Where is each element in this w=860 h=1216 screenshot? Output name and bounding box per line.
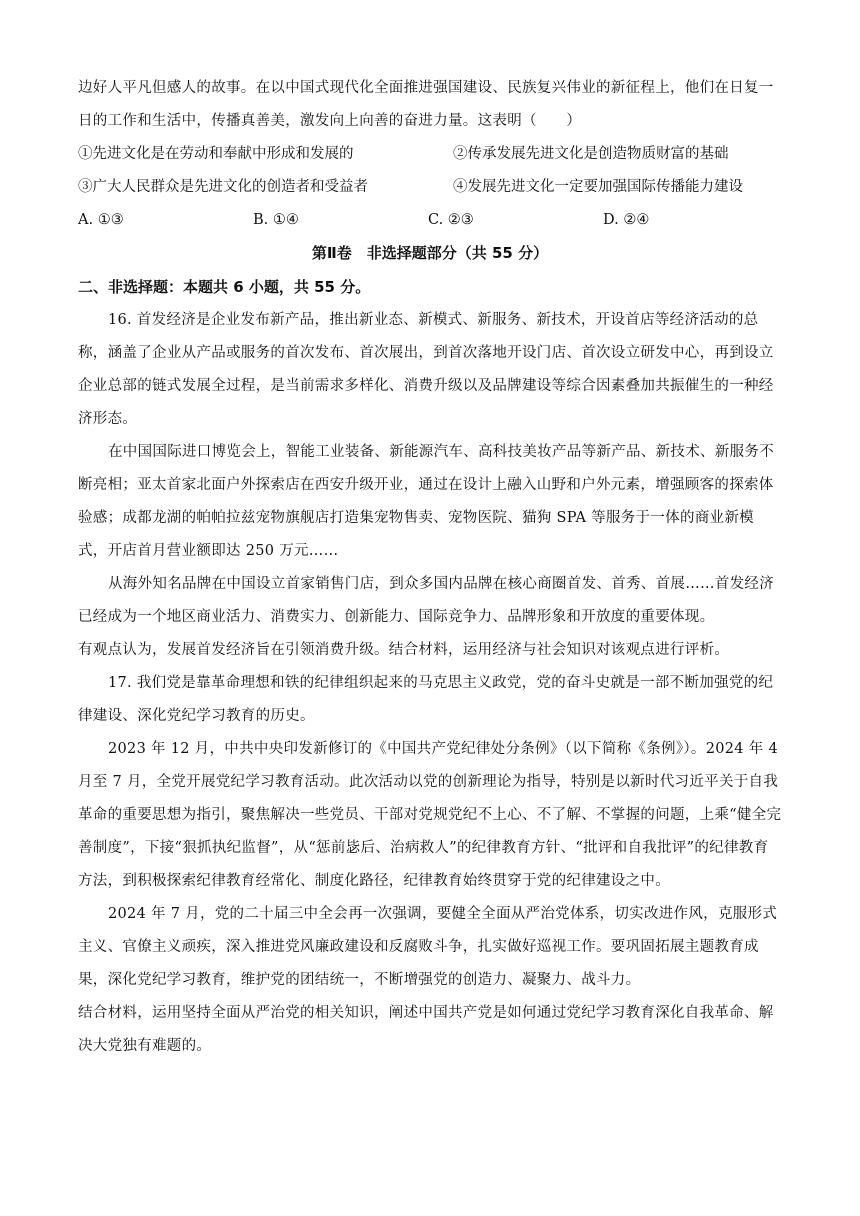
- q17-paragraph-1: 17. 我们党是靠革命理想和铁的纪律组织起来的马克思主义政党，党的奋斗史就是一部不断加强党的纪律建设、深化党纪学习教育的历史。: [78, 675, 774, 724]
- q16-paragraph-2: 在中国国际进口博览会上，智能工业装备、新能源汽车、高科技美妆产品等新产品、新技术、新服务不断亮相；亚太首家北面户外探索店在西安升级开业，通过在设计上融入山野和户外元素，增强顾客的探索体验感；成都龙湖的帕帕拉兹宠物旗舰店打造集宠物售卖、宠物医院、猫狗 SPA 等服务于一体的商业新模式，开店首月营业额即达 250 万元……: [78, 444, 774, 559]
- q15-option-1: ①先进文化是在劳动和奉献中形成和发展的: [78, 146, 354, 162]
- q15-choice-d: D. ②④: [603, 212, 650, 228]
- q15-choice-b: B. ①④: [253, 212, 299, 228]
- section-title: 第Ⅱ卷 非选择题部分（共 55 分）: [311, 244, 549, 262]
- q16-paragraph-1: 16. 首发经济是企业发布新产品，推出新业态、新模式、新服务、新技术，开设首店等经济活动的总称，涵盖了企业从产品或服务的首次发布、首次展出，到首次落地开设门店、首次设立研发中心，再到设立企业总部的链式发展全过程，是当前需求多样化、消费升级以及品牌建设等综合因素叠加共振催生的一种经济形态。: [78, 312, 774, 427]
- q15-option-3: ③广大人民群众是先进文化的创造者和受益者: [78, 179, 368, 195]
- q15-option-4: ④发展先进文化一定要加强国际传播能力建设: [453, 179, 743, 195]
- q15-choice-c: C. ②③: [428, 212, 474, 228]
- part-heading: 二、非选择题：本题共 6 小题，共 55 分。: [78, 278, 371, 296]
- q15-options-row-1: [78, 138, 782, 171]
- q16-question: 有观点认为，发展首发经济旨在引领消费升级。结合材料，运用经济与社会知识对该观点进行评析。: [78, 642, 730, 658]
- exam-page: [78, 72, 782, 1063]
- q15-choice-a: A. ①③: [78, 212, 124, 228]
- q17-paragraph-2: 2023 年 12 月，中共中央印发新修订的《中国共产党纪律处分条例》（以下简称《条例》）。2024 年 4 月至 7 月，全党开展党纪学习教育活动。此次活动以党的创新理论为指导，特别是以新时代习近平关于自我革命的重要思想为指引，聚焦解决一些党员、干部对党规党纪不上心、不了解、不掌握的问题，上乘“健全完善制度”，下接“狠抓执纪监督”，从“惩前毖后、治病救人”的纪律教育方针、“批评和自我批评”的纪律教育方法，到积极探索纪律教育经常化、制度化路径，纪律教育始终贯穿于党的纪律建设之中。: [78, 741, 782, 889]
- q15-options-row-2: [78, 171, 782, 204]
- q15-choices-row: [78, 204, 782, 237]
- q17-paragraph-3: 2024 年 7 月，党的二十届三中全会再一次强调，要健全全面从严治党体系，切实改进作风，克服形式主义、官僚主义顽疾，深入推进党风廉政建设和反腐败斗争，扎实做好巡视工作。要巩固拓展主题教育成果，深化党纪学习教育，维护党的团结统一，不断增强党的创造力、凝聚力、战斗力。: [78, 906, 778, 988]
- q15-stem-continuation: 边好人平凡但感人的故事。在以中国式现代化全面推进强国建设、民族复兴伟业的新征程上，他们在日复一日的工作和生活中，传播真善美，激发向上向善的奋进力量。这表明（ ）: [78, 80, 774, 129]
- q17-question: 结合材料，运用坚持全面从严治党的相关知识，阐述中国共产党是如何通过党纪学习教育深化自我革命、解决大党独有难题的。: [78, 1005, 774, 1054]
- q15-option-2: ②传承发展先进文化是创造物质财富的基础: [453, 146, 729, 162]
- q16-paragraph-3: 从海外知名品牌在中国设立首家销售门店，到众多国内品牌在核心商圈首发、首秀、首展……首发经济已经成为一个地区商业活力、消费实力、创新能力、国际竞争力、品牌形象和开放度的重要体现。: [78, 576, 774, 625]
